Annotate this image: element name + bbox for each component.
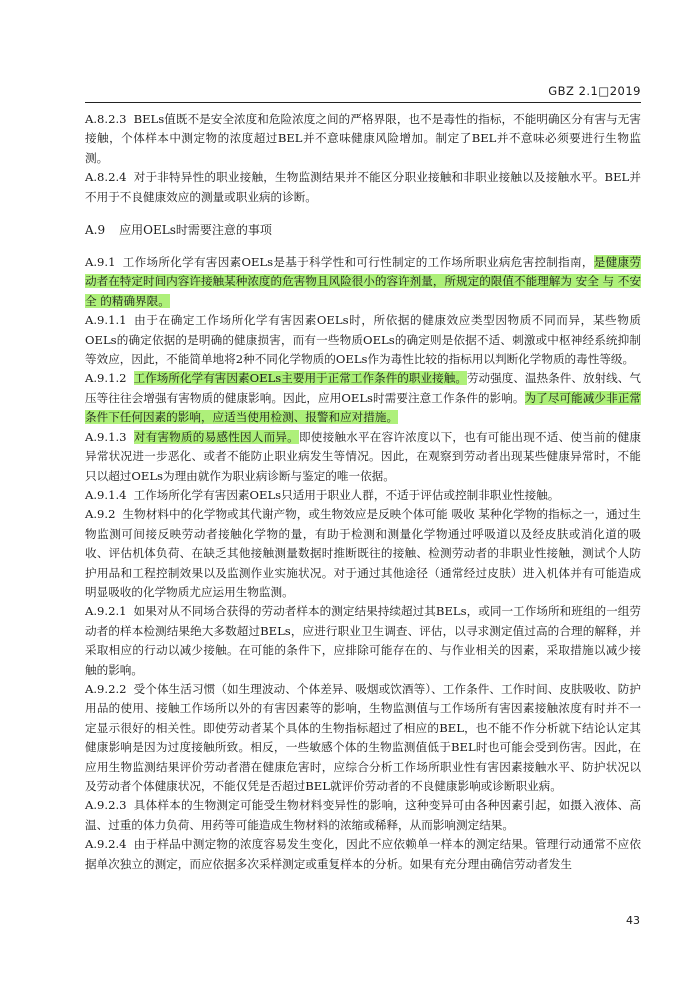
section-number: A.9 [85,223,106,238]
page-body [85,110,641,874]
clause-text: 受个体生活习惯（如生理波动、个体差异、吸烟或饮酒等）、工作条件、工作时间、皮肤吸收、防护用品的使用、接触工作场所以外的有害因素等的影响，生物监测值与工作场所有害因素接触浓度有时并不一定显示很好的相关性。即使劳动者某个具体的生物指标超过了相应的BEL，也不能不作分析就下结论认定其健康影响是因为过度接触所致。相反，一些敏感个体的生物监测值低于BEL时也可能会受到伤害。因此，在应用生物监测结果评价劳动者潜在健康危害时，应综合分析工作场所职业性有害因素接触水平、防护状况以及劳动者个体健康状况，不能仅凭是否超过BEL就评价劳动者的不良健康影响或诊断职业病。 [85,681,641,793]
section-title: 应用OELs时需要注意的事项 [119,223,272,238]
clause-number: A.9.1.3 [85,429,127,444]
clause-number: A.9.1.4 [85,487,127,502]
clause-paragraph [85,602,641,680]
clause-paragraph [85,253,641,311]
clause-paragraph [85,486,641,505]
clause-text: 由于样品中测定物的浓度容易发生变化，因此不应依赖单一样本的测定结果。管理行动通常不应依据单次独立的测定，而应依据多次采样测定或重复样本的分析。如果有充分理由确信劳动者发生 [85,837,641,871]
highlighted-text: 为了尽可能减少非正常条件下任何因素的影响，应适当使用检测、报警和应对措施。 [85,390,641,425]
clause-number: A.9.2.4 [85,837,127,852]
clause-paragraph [85,796,641,835]
highlighted-text: 对有害物质的易感性因人而异。 [133,429,299,444]
clause-paragraph [85,311,641,369]
clause-text: 工作场所化学有害因素OELs是基于科学性和可行性制定的工作场所职业病危害控制指南， [122,255,594,270]
clause-text: 如果对从不同场合获得的劳动者样本的测定结果持续超过其BELs，或同一工作场所和班组的一组劳动者的样本检测结果绝大多数超过BELs，应进行职业卫生调查、评估，以寻求测定值过高的合理的解释，并采取相应的行动以减少接触。在可能的条件下，应排除可能存在的、与作业相关的因素，采取措施以减少接触的影响。 [85,604,641,677]
highlighted-text: 是健康劳动者在特定时间内容许接触某种浓度的危害物且风险很小的容许剂量，所规定的限值不能理解为 安全 与 不安全 的精确界限。 [85,255,641,308]
clause-text: BELs值既不是安全浓度和危险浓度之间的严格界限，也不是毒性的指标，不能明确区分有害与无害接触，个体样本中测定物的浓度超过BEL并不意味健康风险增加。制定了BEL并不意味必须要进行生物监测。 [85,112,641,165]
clause-text: 工作场所化学有害因素OELs只适用于职业人群，不适于评估或控制非职业性接触。 [133,487,560,502]
clause-text: 对于非特异性的职业接触，生物监测结果并不能区分职业接触和非职业接触以及接触水平。BEL并不用于不良健康效应的测量或职业病的诊断。 [85,170,641,204]
clause-text: 具体样本的生物测定可能受生物材料变异性的影响，这种变异可由各种因素引起，如摄入液体、高温、过重的体力负荷、用药等可能造成生物材料的浓缩或稀释，从而影响测定结果。 [85,798,641,832]
clause-paragraph [85,835,641,874]
highlighted-text: 工作场所化学有害因素OELs主要用于正常工作条件的职业接触。 [133,371,467,386]
clause-paragraph [85,168,641,207]
clause-paragraph [85,505,641,602]
clause-number: A.8.2.4 [85,170,127,185]
clause-number: A.9.2 [85,507,116,522]
clause-number: A.9.2.1 [85,604,127,619]
clause-text: 生物材料中的化学物或其代谢产物，或生物效应是反映个体可能 吸收 某种化学物的指标之一，通过生物监测可间接反映劳动者接触化学物的量，有助于检测和测量化学物通过呼吸道以及经皮肤或消化道的吸收、评估机体负荷、在缺乏其他接触测量数据时推断既往的接触、检测劳动者的非职业性接触，测试个人防护用品和工程控制效果以及监测作业实施状况。对于通过其他途径（通常经过皮肤）进入机体并有可能造成明显吸收的化学物质尤应运用生物监测。 [85,507,641,599]
clause-paragraph [85,369,641,427]
clause-number: A.8.2.3 [85,112,127,126]
clause-number: A.9.1.1 [85,313,127,328]
clause-number: A.9.1.2 [85,371,127,386]
clause-text: 由于在确定工作场所化学有害因素OELs时，所依据的健康效应类型因物质不同而异，某些物质OELs的确定依据的是明确的健康损害，而有一些物质OELs的确定则是依据不适、刺激或中枢神经系统抑制等效应，因此，不能简单地将2种不同化学物质的OELs作为毒性比较的指标用以判断化学物质的毒性等级。 [85,313,641,367]
clause-text: 劳动强度、温热条件、放射线、气压等往往会增强有害物质的健康影响。因此，应用OELs时需要注意工作条件的影响。 [85,371,641,405]
page-number: 43 [626,914,640,927]
section-heading [85,221,641,240]
clause-number: A.9.2.3 [85,798,127,813]
clause-paragraph [85,110,641,168]
clause-number: A.9.2.2 [85,681,127,696]
clause-text: 即使接触水平在容许浓度以下，也有可能出现不适、使当前的健康异常状况进一步恶化、或者不能防止职业病发生等情况。因此，在观察到劳动者出现某些健康异常时，不能只以超过OELs为理由就作为职业病诊断与鉴定的唯一依据。 [85,429,641,483]
document-code: GBZ 2.1□2019 [548,84,641,98]
clause-paragraph [85,428,641,486]
clause-paragraph [85,680,641,796]
header-rule [85,102,641,103]
clause-number: A.9.1 [85,255,116,270]
